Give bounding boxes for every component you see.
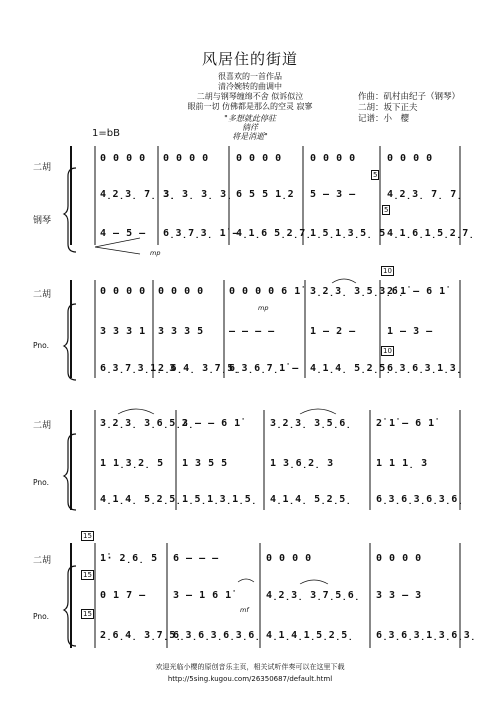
piano-upper-measure: 3̣ 3̣ 3̣ 3̣ [163,189,233,200]
piano-upper-measure: 3 3 – 3 [376,590,422,601]
credit-erhu: 二胡：坂下正夫 [358,103,418,113]
part-label-piano: 钢琴 [33,216,52,226]
piano-upper-measure: 1 3̣6̣2̣ 3 [270,458,334,469]
piano-upper-measure: 6 5 5 1̣2 [236,189,295,200]
rehearsal-mark: 10 [383,347,392,355]
erhu-measure: 0 0 0 0 [158,286,204,297]
piano-lower-measure: 2̣6̣4̣ 3̣7̣5̣ [158,363,240,374]
part-label-erhu: 二胡 [33,556,52,566]
dynamic-mark: mp [258,304,269,312]
erhu-measure: 0 0 0 0 [376,553,422,564]
erhu-measure: 0 0 0 0 [163,153,209,164]
piano-lower-measure: 1̣5̣1̣3̣5̣ 5 [310,228,386,239]
credit-transcriber: 记谱：小 樱 [358,114,410,124]
footer-promo-text: 欢迎光临小樱的原创音乐主页，相关试听伴奏可以在这里下载 [155,663,345,671]
footer-url[interactable]: http://5sing.kugou.com/26350687/default.html [167,675,333,683]
erhu-measure: 0 0 0 0 [236,153,282,164]
piano-upper-measure: 4̣2̣3̣ 7̣ 3̣ [100,189,176,200]
erhu-measure: 0 0 0 0 [100,286,146,297]
rehearsal-mark: 15 [83,532,92,540]
dynamic-mark: mp [150,249,161,257]
piano-lower-measure: 4̣1̣4̣ 5̣2̣5̣ [310,363,392,374]
erhu-measure: 0 0 0 0 [266,553,312,564]
piano-lower-measure: 4̣1̣4̣ 5̣2̣5̣ [270,494,352,505]
piano-upper-measure: 5 – 3 – [310,189,356,200]
piano-upper-measure: 3 – 1 6 1̇ [173,590,232,601]
part-label-piano: Pno. [33,341,49,350]
part-label-piano: Pno. [33,612,49,621]
piano-lower-measure: 6̣3̣7̣3̣1̣ 3 [100,363,176,374]
score-title: 风居住的街道 [201,50,298,68]
part-label-erhu: 二胡 [33,163,52,173]
erhu-measure: 2̇ 1̇ – 6 1̇ [376,418,435,429]
credit-composer: 作曲：矶村由纪子（钢琴） [358,92,461,102]
piano-upper-measure: – – – – [229,326,275,337]
piano-upper-measure: 1 1̣3̣2̣ 5 [100,458,164,469]
subtitle-line-3: 二胡与钢琴缠绵不舍 似诉似泣 [196,92,304,101]
erhu-measure: 0 0 0 0 [387,153,433,164]
subtitle-line-1: 很喜欢的一首作品 [218,72,282,81]
piano-lower-measure: 6̣3̣7̣3̣ 1̇ – [163,228,240,239]
rehearsal-mark: 15 [83,571,92,579]
piano-lower-measure: 4̣1̣4̣ 5̣2̣5̣ [100,494,182,505]
erhu-measure: 0 0 0 0 6 1̇ [229,286,301,297]
piano-upper-measure: 1 3 5 5 [182,458,228,469]
piano-lower-measure: 6̣3̣6̣3̣6̣3̣6̣ [376,494,464,505]
erhu-measure: 3̣2̣3̣ 3̣5̣3̣6̣ [310,286,405,297]
key-signature: 1=bB [92,128,120,139]
part-label-erhu: 二胡 [33,290,52,300]
erhu-measure: 6 – – – [173,553,219,564]
piano-lower-measure: 4 – 5 – [100,228,146,239]
piano-upper-measure: 1 1 1̣ 3 [376,458,428,469]
piano-lower-measure: 6̣3̣6̣3̣6̣3̣6̣ [173,630,261,641]
subtitle-line-2: 清冷婉转的曲调中 [218,82,282,91]
quote-line-1: "多想就此停驻 [224,114,276,123]
erhu-measure: 1̇· 2̣6̣ 5 [100,553,158,564]
quote-line-2: 徜徉 [242,123,258,132]
piano-upper-measure: 0 1 7 – [100,590,146,601]
erhu-measure: 3̣2̣3̣ 3̣6̣5̣2̣ [100,418,195,429]
rehearsal-mark: 5 [384,206,389,214]
piano-lower-measure: 4̣1̣6 5̣2̣7̣ [236,228,312,239]
rehearsal-mark: 5 [373,171,378,179]
erhu-measure: 0 0 0 0 [310,153,356,164]
part-label-erhu: 二胡 [33,421,52,431]
piano-upper-measure: 4̣2̣3̣ 7̣ 7̣ [387,189,463,200]
rehearsal-mark: 10 [383,267,392,275]
dynamic-mark: mf [240,606,249,614]
piano-upper-measure: 1 – 3 – [387,326,433,337]
piano-upper-measure: 3 3 3 1 [100,326,146,337]
subtitle-line-4: 眼前一切 仿佛都是那么的空灵 寂寥 [187,102,313,111]
piano-lower-measure: 1̣5̣1̣3̣1̣5̣ [182,494,258,505]
piano-lower-measure: 4̣1̣6̣1̣5̣2̣7̣ [387,228,475,239]
piano-lower-measure: 6̣3̣6̣7̣1̇ – [229,363,299,374]
quote-line-3: 将是消逝" [232,132,268,141]
piano-lower-measure: 2̣6̣4̣ 3̣7̣5̣ [100,630,182,641]
piano-upper-measure: 3 3 3 5 [158,326,204,337]
part-label-piano: Pno. [33,478,49,487]
piano-lower-measure: 6̣3̣6̣3̣1̣3̣ [387,363,463,374]
erhu-measure: 3̣2̣3̣ 3̣5̣6̣ [270,418,352,429]
piano-upper-measure: 1 – 2 – [310,326,356,337]
erhu-measure: 3 – – 6 1̇ [182,418,241,429]
erhu-measure: 2̇ 1̇ – 6 1̇ [387,286,446,297]
piano-lower-measure: 6̣3̣6̣3̣1̣3̣6̣3̣ [376,630,477,641]
erhu-measure: 0 0 0 0 [100,153,146,164]
rehearsal-mark: 15 [83,610,92,618]
piano-lower-measure: 4̣1̣4̣1̣5̣2̣5̣ [266,630,354,641]
piano-upper-measure: 4̣2̣3̣ 3̣7̣5̣6̣ [266,590,361,601]
